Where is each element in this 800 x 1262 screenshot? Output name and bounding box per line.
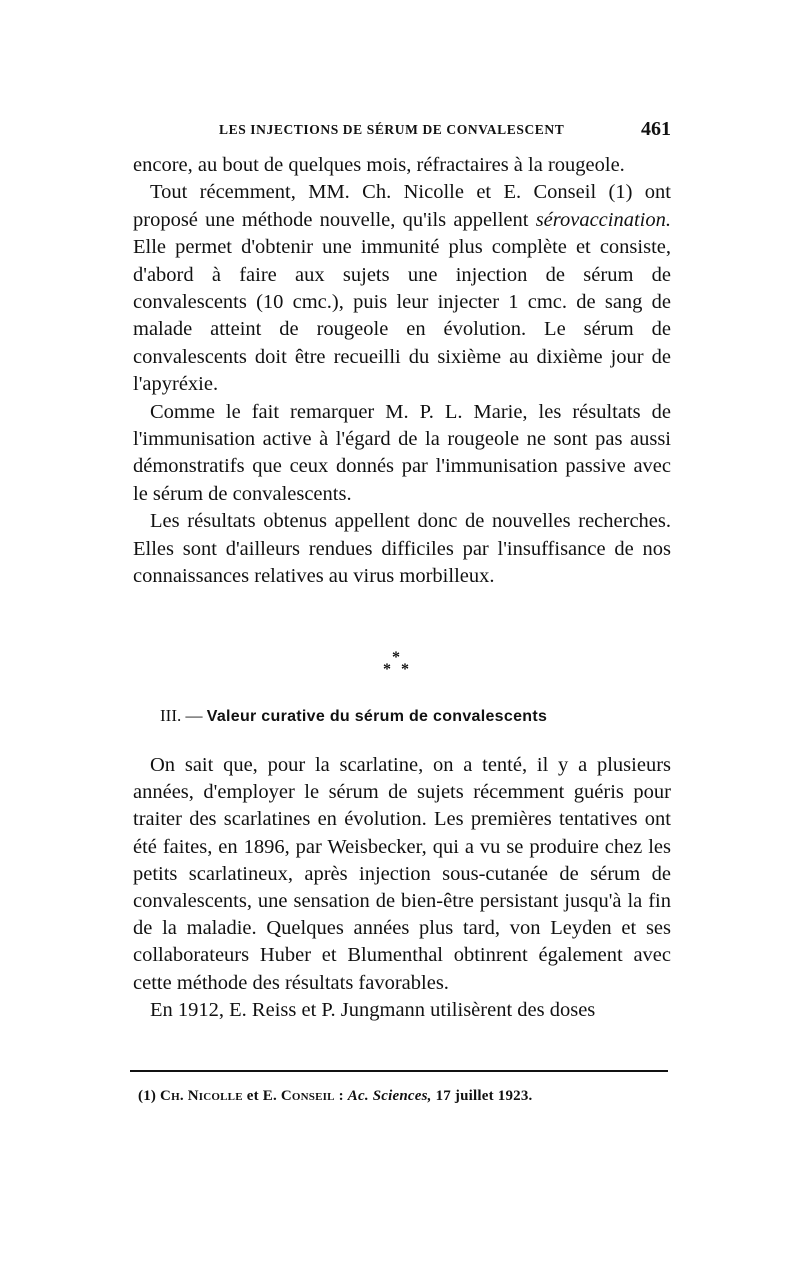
running-title: LES INJECTIONS DE SÉRUM DE CONVALESCENT <box>219 122 565 137</box>
section-number: III. <box>160 706 182 725</box>
main-text <box>133 152 671 591</box>
footnote-author: E. Conseil <box>262 1088 335 1104</box>
paragraph-text: Elle permet d'obtenir une immunité plus complète et consiste, d'abord à faire aux sujets une injection de sérum de convalescents (10 cmc.), puis leur injecter 1 cmc. de sang de malade atteint de rougeole en évolution. Le sérum de convalescents doit être recueilli du sixième au dixième jour de l'apyréxie. <box>133 236 671 396</box>
footnote-date: 17 juillet 1923. <box>435 1088 533 1104</box>
footnote-conjunction: et <box>246 1088 259 1104</box>
footnote-journal: Ac. Sciences, <box>347 1088 432 1104</box>
section-heading <box>160 706 547 726</box>
footnote <box>138 1088 533 1105</box>
asterism-divider <box>0 648 800 684</box>
section-text <box>133 752 671 1024</box>
emphasized-term: sérovaccination. <box>535 208 671 231</box>
section-dash: — <box>185 706 203 725</box>
paragraph: En 1912, E. Reiss et P. Jungmann utilisèrent des doses <box>150 998 596 1021</box>
paragraph: Les résultats obtenus appellent donc de nouvelles recherches. Elles sont d'ailleurs rendues difficiles par l'insuffisance de nos connaissances relatives au virus morbilleux. <box>133 510 671 588</box>
paragraph: encore, au bout de quelques mois, réfractaires à la rougeole. <box>133 154 625 176</box>
asterisk: * <box>401 661 409 678</box>
footnote-marker: (1) <box>138 1088 157 1104</box>
page-header <box>133 118 671 146</box>
asterisk: * <box>383 661 391 678</box>
footnote-rule <box>130 1070 668 1072</box>
paragraph: On sait que, pour la scarlatine, on a tenté, il y a plusieurs années, d'employer le sérum de sujets récemment guéris pour traiter des scarlatines en évolution. Les premières tentatives ont été faites, en 1896, par Weisbecker, qui a vu se produire chez les petits scarlatineux, après injection sous-cutanée de sérum de convalescents, une sensation de bien-être persistant jusqu'à la fin de la maladie. Quelques années plus tard, von Leyden et ses collaborateurs Huber et Blumenthal obtinrent également avec cette méthode des résultats favorables. <box>133 754 671 994</box>
asterisk: * <box>392 649 400 666</box>
paragraph-text: Tout récemment, MM. Ch. Nicolle et E. Conseil (1) ont proposé une méthode nouvelle, qu'ils appellent <box>133 181 671 231</box>
footnote-separator: : <box>338 1088 344 1104</box>
section-title: Valeur curative du sérum de convalescents <box>206 708 548 725</box>
page-number: 461 <box>641 118 671 140</box>
paragraph <box>133 179 671 398</box>
paragraph: Comme le fait remarquer M. P. L. Marie, les résultats de l'immunisation active à l'égard de la rougeole ne sont pas aussi démonstratifs que ceux donnés par l'immunisation passive avec le sérum de convalescents. <box>133 400 671 505</box>
footnote-author: Ch. Nicolle <box>160 1088 243 1104</box>
